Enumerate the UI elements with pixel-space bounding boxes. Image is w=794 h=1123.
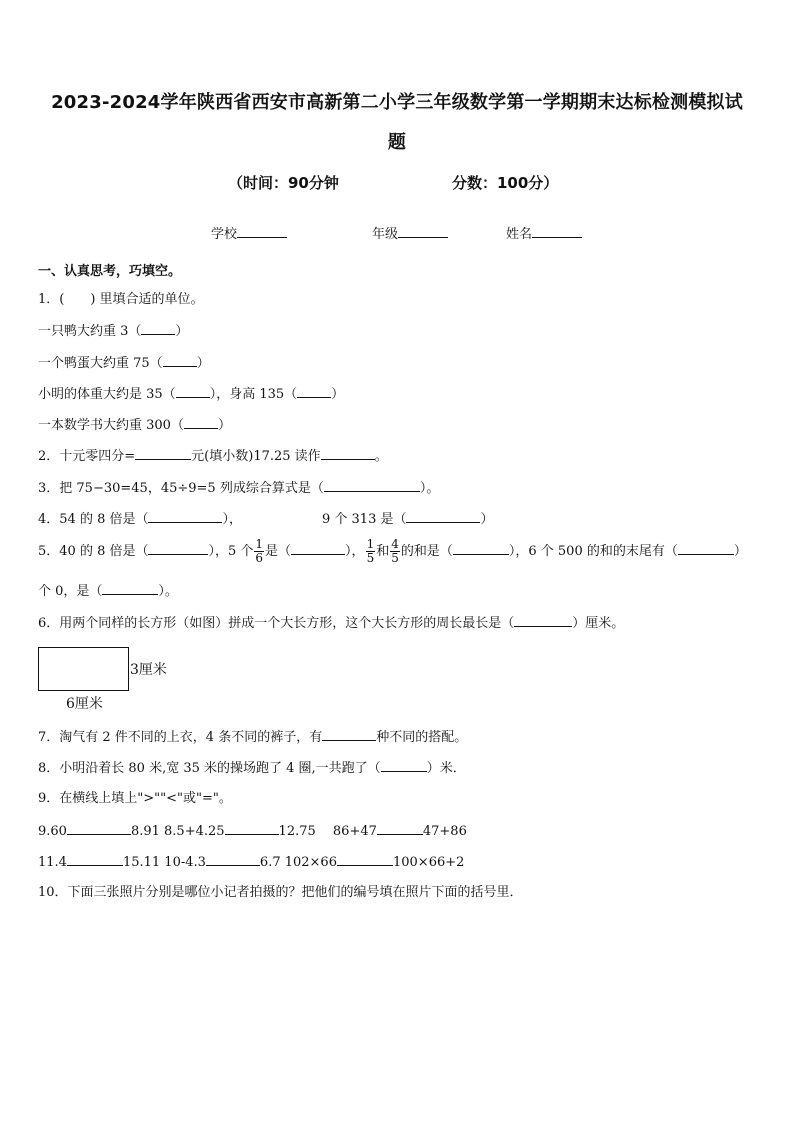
q9-stem: 9．在横线上填上">""<"或"="。 bbox=[38, 791, 232, 806]
grade-label: 年级 bbox=[372, 227, 399, 242]
q9-blank-4[interactable] bbox=[67, 853, 123, 866]
q7-blank[interactable] bbox=[322, 728, 376, 741]
rectangle-height-label: 3厘米 bbox=[130, 662, 167, 678]
grade-blank[interactable] bbox=[398, 225, 448, 238]
page-title-line2: 题 bbox=[387, 132, 407, 153]
section-heading: 一、认真思考，巧填空。 bbox=[38, 264, 182, 279]
q9-row2: 11.4 15.11 10-4.3 6.7 102×66 100×66+2 bbox=[38, 855, 465, 870]
q1-blank-d[interactable] bbox=[184, 416, 218, 429]
q5-blank-4[interactable] bbox=[678, 542, 734, 555]
page-title-line1: 2023-2024学年陕西省西安市高新第二小学三年级数学第一学期期末达标检测模拟试 bbox=[51, 92, 743, 113]
q9-blank-3[interactable] bbox=[377, 822, 423, 835]
q4: 4．54 的 8 倍是（ ）， 9 个 313 是（ ） bbox=[38, 512, 494, 527]
q7: 7．淘气有 2 件不同的上衣，4 条不同的裤子，有 种不同的搭配。 bbox=[38, 730, 468, 745]
q9-blank-5[interactable] bbox=[206, 853, 260, 866]
grade-field bbox=[372, 223, 448, 242]
q9-blank-1[interactable] bbox=[67, 822, 131, 835]
q5-blank-2[interactable] bbox=[291, 542, 345, 555]
q8-blank[interactable] bbox=[381, 759, 427, 772]
q10: 10．下面三张照片分别是哪位小记者拍摄的？把他们的编号填在照片下面的括号里． bbox=[38, 885, 523, 900]
rectangle-figure bbox=[38, 647, 129, 691]
q4-blank-1[interactable] bbox=[148, 510, 222, 523]
q4-blank-2[interactable] bbox=[406, 510, 480, 523]
q1-item-a: 一只鸭大约重 3（ ） bbox=[38, 324, 189, 339]
q1-blank-a[interactable] bbox=[141, 322, 175, 335]
q5-blank-1[interactable] bbox=[148, 542, 208, 555]
q5-line1: 5．40 的 8 倍是（ ），5 个 $\frac{1}{6}$ 是（ ）， $\frac{1}{5}$ 和 $\frac{4}{5}$ 的和是（ ），6 个 500 的和的末尾有（ ） bbox=[38, 537, 747, 565]
q3: 3．把 75−30=45，45÷9=5 列成综合算式是（ ）。 bbox=[38, 481, 440, 496]
exam-time: （时间：90分钟 bbox=[228, 174, 339, 192]
q5-blank-5[interactable] bbox=[102, 582, 158, 595]
school-label: 学校 bbox=[211, 227, 238, 242]
q5-blank-3[interactable] bbox=[453, 542, 509, 555]
q1-item-b: 一个鸭蛋大约重 75（ ） bbox=[38, 356, 210, 371]
fraction-four-fifths: $\frac{4}{5}$ bbox=[391, 537, 399, 565]
name-label: 姓名 bbox=[506, 227, 533, 242]
q2-blank-2[interactable] bbox=[321, 447, 375, 460]
q6: 6．用两个同样的长方形（如图）拼成一个大长方形，这个大长方形的周长最长是（ ）厘米。 bbox=[38, 616, 625, 631]
q1-item-c: 小明的体重大约是 35（ ），身高 135（ ） bbox=[38, 387, 345, 402]
q8: 8．小明沿着长 80 米,宽 35 米的操场跑了 4 圈,一共跑了（ ）米． bbox=[38, 761, 466, 776]
q9-blank-2[interactable] bbox=[225, 822, 279, 835]
q1-stem: 1．( ) 里填合适的单位。 bbox=[38, 292, 204, 307]
exam-score: 分数：100分） bbox=[452, 174, 559, 192]
q1-blank-c1[interactable] bbox=[176, 385, 210, 398]
fraction-one-sixth: $\frac{1}{6}$ bbox=[255, 537, 264, 565]
q9-row1: 9.60 8.91 8.5+4.25 12.75 86+47 47+86 bbox=[38, 824, 467, 839]
q1-blank-b[interactable] bbox=[163, 354, 197, 367]
q6-blank[interactable] bbox=[514, 614, 572, 627]
q1-item-d: 一本数学书大约重 300（ ） bbox=[38, 418, 231, 433]
q1-blank-c2[interactable] bbox=[297, 385, 331, 398]
q5-line2: 个 0，是（ ）。 bbox=[38, 584, 178, 599]
q2-blank-1[interactable] bbox=[135, 447, 191, 460]
q2: 2．十元零四分= 元(填小数)17.25 读作 。 bbox=[38, 449, 388, 464]
name-field bbox=[506, 223, 582, 242]
rectangle-width-label: 6厘米 bbox=[66, 696, 103, 712]
school-blank[interactable] bbox=[237, 225, 287, 238]
school-field bbox=[211, 223, 287, 242]
name-blank[interactable] bbox=[532, 225, 582, 238]
fraction-one-fifth: $\frac{1}{5}$ bbox=[366, 537, 375, 565]
q9-blank-6[interactable] bbox=[337, 853, 393, 866]
q3-blank[interactable] bbox=[324, 479, 420, 492]
